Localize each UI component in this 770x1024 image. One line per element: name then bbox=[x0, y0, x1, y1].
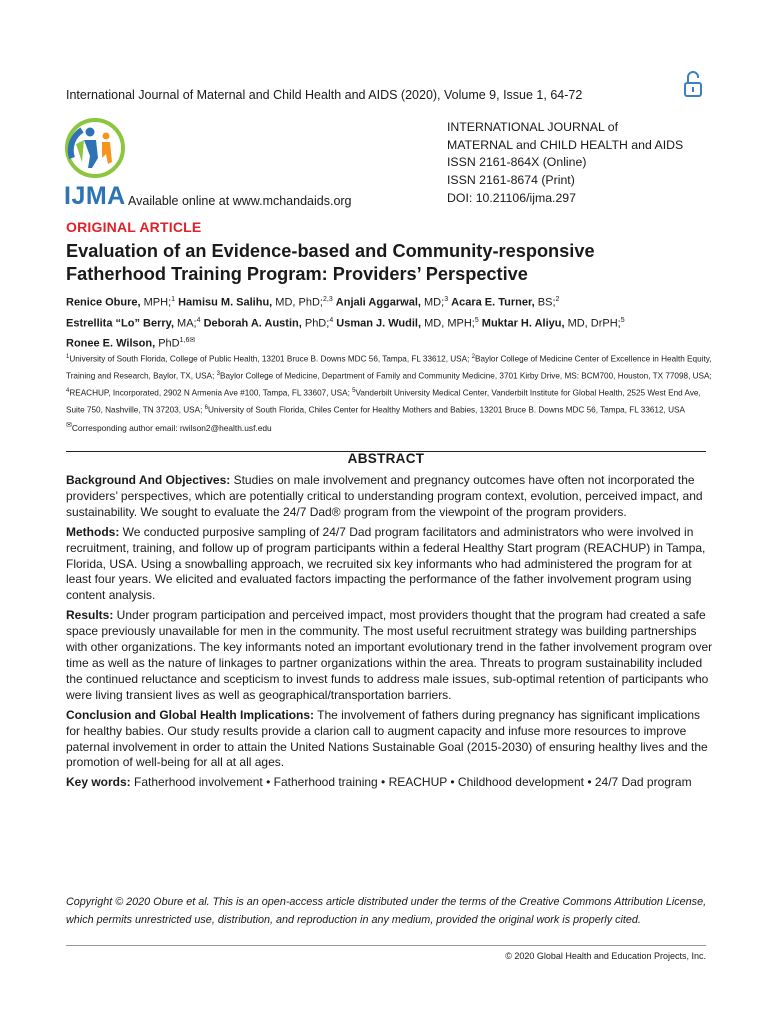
open-access-lock-icon bbox=[683, 70, 703, 98]
available-online: Available online at www.mchandaids.org bbox=[128, 194, 352, 208]
keywords bbox=[66, 775, 716, 791]
title-line: Fatherhood Training Program: Providers’ Perspective bbox=[66, 264, 528, 284]
author-name: Deborah A. Austin, bbox=[203, 317, 302, 330]
footer-divider bbox=[66, 945, 706, 946]
author-name: Usman J. Wudil, bbox=[336, 317, 422, 330]
author-line bbox=[66, 312, 716, 333]
journal-info-line: ISSN 2161-864X (Online) bbox=[447, 155, 587, 170]
article-title bbox=[66, 240, 706, 286]
author-sup: 4 bbox=[196, 316, 201, 324]
author-degree: MA; bbox=[174, 317, 197, 330]
author-sup: 3 bbox=[444, 296, 449, 303]
author-name: Renice Obure, bbox=[66, 296, 141, 309]
author-degree: BS; bbox=[534, 296, 556, 309]
section-heading: Results: bbox=[66, 608, 114, 623]
section-text: Under program participation and perceived impact, most providers thought that the program had created a safe space previously unavailable for men in the community. The most useful recruitment strategy was building partnerships with other organizations. The key informants noted an important evolutionary trend in the father involvement program over time as well as the nature of linkages to partner organizations within the area. Threats to program sustainability included the continued reluctance and scepticism to invest funds to address male issues, sub-optimal retention of participants who were living transient lives as well as geographical/transportation barriers. bbox=[66, 608, 713, 702]
author-sup: 1 bbox=[171, 296, 176, 303]
section-heading: Key words: bbox=[66, 775, 131, 790]
affiliation: Baylor College of Medicine Center of Excellence in Health Equity, Training and Research, Baylor, TX, USA; bbox=[66, 354, 712, 381]
author-degree: PhD; bbox=[301, 317, 330, 330]
author-degree: PhD bbox=[155, 337, 180, 350]
section-heading: Conclusion and Global Health Implications: bbox=[66, 707, 315, 722]
journal-info-line: MATERNAL and CHILD HEALTH and AIDS bbox=[447, 137, 684, 152]
section-heading: Methods: bbox=[66, 524, 120, 539]
author-sup: 4 bbox=[329, 316, 334, 324]
ijma-logo bbox=[62, 118, 128, 210]
title-line: Evaluation of an Evidence-based and Community-responsive bbox=[66, 241, 595, 261]
affil-sup: 1 bbox=[66, 354, 70, 360]
affiliations bbox=[66, 350, 714, 418]
affil-sup: 5 bbox=[352, 387, 356, 394]
journal-info-line: ISSN 2161-8674 (Print) bbox=[447, 173, 575, 188]
doi: DOI: 10.21106/ijma.297 bbox=[447, 190, 576, 205]
affil-sup: 3 bbox=[216, 370, 220, 377]
affil-sup: 6 bbox=[204, 404, 208, 411]
section-text: The involvement of fathers during pregnancy has significant implications for healthy babies. Our study results provide a clarion call to augment capacity and infuse more resources to improve paternal involvement in order to attain the United Nations Sustainable Goal (2015-2030) of ensuring healthy lives and the promotion of well-being for all at all ages. bbox=[66, 707, 708, 770]
author-name: Acara E. Turner, bbox=[451, 296, 535, 309]
abstract-section bbox=[66, 473, 716, 521]
author-name: Muktar H. Aliyu, bbox=[481, 317, 565, 330]
logo-text: IJMA bbox=[64, 182, 126, 210]
section-text: Fatherhood involvement • Fatherhood training • REACHUP • Childhood development • 24/7 Dad program bbox=[130, 775, 692, 790]
section-text: We conducted purposive sampling of 24/7 Dad program facilitators and administrators who were involved in recruitment, training, and follow up of program participants within a federal Healthy Start program (REACHUP) in Tampa, Florida, USA. Using a snowballing approach, we recruited six key informants who had administered the program for at least four years. We elicited and evaluated factors impacting the performance of the father involvement program using content analysis. bbox=[66, 524, 706, 603]
publisher-notice: © 2020 Global Health and Education Projects, Inc. bbox=[505, 951, 706, 961]
author-name: Anjali Aggarwal, bbox=[335, 296, 421, 309]
author-degree: MD, MPH; bbox=[421, 317, 475, 330]
author-name: Estrellita “Lo” Berry, bbox=[66, 317, 174, 330]
author-line bbox=[66, 291, 716, 312]
corresponding-email-link[interactable]: Corresponding author email: rwilson2@health.usf.edu bbox=[71, 422, 272, 433]
author-list bbox=[66, 291, 716, 353]
journal-info bbox=[447, 119, 683, 208]
affil-sup: 2 bbox=[471, 354, 475, 360]
author-degree: MD, PhD; bbox=[272, 296, 323, 309]
abstract-heading: ABSTRACT bbox=[347, 451, 425, 466]
affiliation: REACHUP, Incorporated, 2902 N Armenia Ave #100, Tampa, FL 33607, USA; bbox=[69, 388, 353, 398]
affiliation: University of South Florida, College of Public Health, 13201 Bruce B. Downs MDC 56, Tampa, FL 33612, USA; bbox=[69, 354, 472, 364]
author-degree: MD; bbox=[420, 296, 445, 309]
abstract-body bbox=[66, 473, 716, 795]
author-sup: 2,3 bbox=[322, 296, 333, 303]
abstract-section bbox=[66, 525, 716, 605]
affiliation: University of South Florida, Chiles Center for Healthy Mothers and Babies, 13201 Bruce B. Downs MDC 56, Tampa, FL 33612, USA bbox=[208, 405, 685, 415]
author-sup: 1,6✉ bbox=[179, 337, 196, 345]
author-name: Hamisu M. Salihu, bbox=[178, 296, 273, 309]
journal-info-line: INTERNATIONAL JOURNAL of bbox=[447, 120, 619, 134]
abstract-section bbox=[66, 608, 716, 703]
author-degree: MD, DrPH; bbox=[564, 317, 621, 330]
author-sup: 5 bbox=[474, 316, 479, 324]
author-sup: 2 bbox=[555, 296, 560, 303]
abstract-section bbox=[66, 708, 716, 772]
author-name: Ronee E. Wilson, bbox=[66, 337, 156, 350]
section-heading: Background And Objectives: bbox=[66, 473, 231, 487]
copyright-notice: Copyright © 2020 Obure et al. This is an open-access article distributed under the terms of the Creative Commons Attribution License, which permits unrestricted use, distribution, and reproduction in any medium, provided the original work is properly cited. bbox=[66, 896, 707, 926]
logo-figures-icon bbox=[62, 118, 128, 182]
affil-sup: 4 bbox=[66, 387, 70, 394]
section-text: Studies on male involvement and pregnancy outcomes have often not incorporated the providers’ perspectives, which are potentially critical to understanding program context, evolution, perceived impact, and sustainability. We sought to evaluate the 24/7 Dad® program from the viewpoint of the program providers. bbox=[66, 473, 703, 519]
affiliation: Baylor College of Medicine, Department of Family and Community Medicine, 3701 Kirby Drive, MS: BCM700, Houston, TX 77098, USA; bbox=[219, 371, 712, 381]
affiliation: Vanderbilt University Medical Center, Vanderbilt Institute for Global Health, 2525 West End Ave, Suite 750, Nashville, TN 37203, USA; bbox=[66, 388, 701, 415]
author-degree: MPH; bbox=[140, 296, 172, 309]
article-type: ORIGINAL ARTICLE bbox=[66, 219, 202, 235]
journal-citation: International Journal of Maternal and Child Health and AIDS (2020), Volume 9, Issue 1, 64-72 bbox=[66, 88, 583, 102]
corresponding-author bbox=[66, 421, 272, 433]
mail-icon: ✉ bbox=[66, 422, 72, 429]
author-sup: 5 bbox=[620, 316, 625, 324]
